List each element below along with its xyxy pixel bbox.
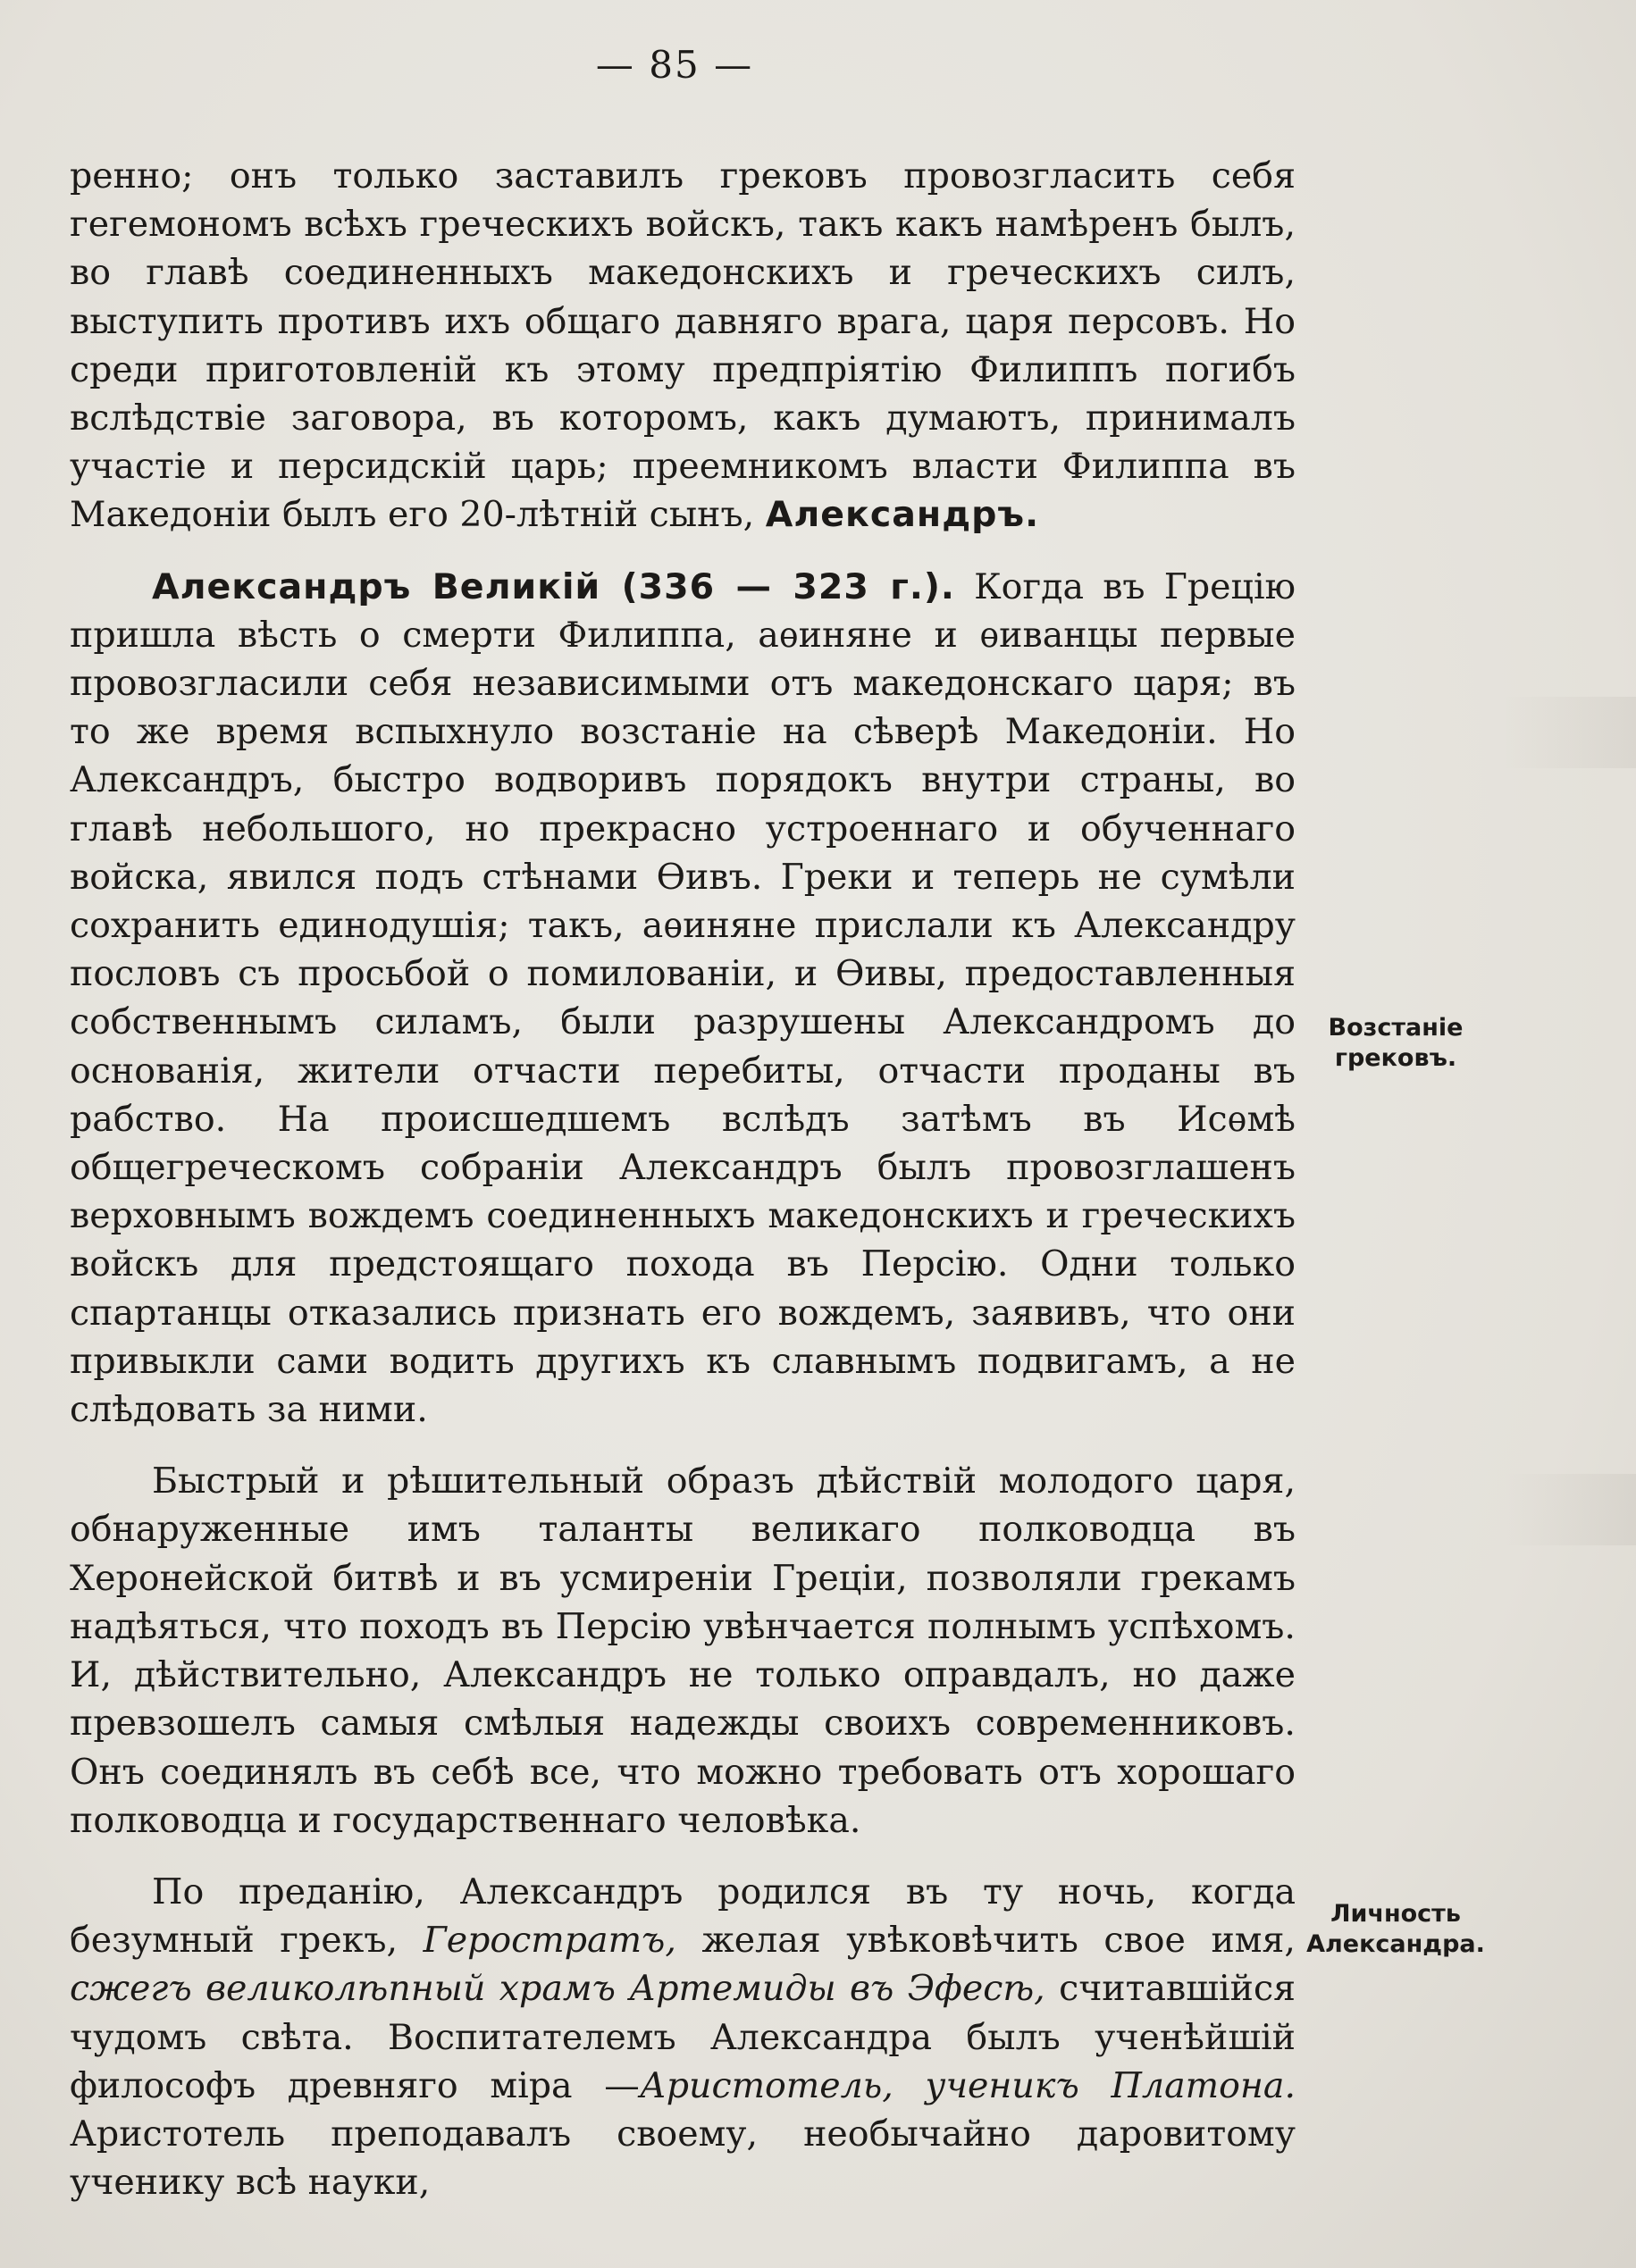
paragraph-alexander-great — [70, 563, 1296, 1435]
paragraph-text: ренно; онъ только заставилъ грековъ провозгласить себя гегемономъ всѣхъ греческихъ войскъ, такъ какъ намѣренъ былъ, во главѣ соединенныхъ македонскихъ и греческихъ силъ, выступить противъ ихъ общаго давняго врага, царя персовъ. Но среди приготовленій къ этому предпріятію Филиппъ погибъ вслѣдствіе заговора, въ которомъ, какъ думаютъ, принималъ участіе и персидскій царь; преемникомъ власти Филиппа въ Македоніи былъ его 20-лѣтній сынъ, — [70, 155, 1296, 536]
paragraph-text: Быстрый и рѣшительный образъ дѣйствій молодого царя, обнаруженные имъ таланты великаго полководца въ Херонейской битвѣ и въ усмиреніи Греціи, позволяли грекамъ надѣяться, что походъ въ Персію увѣнчается полнымъ успѣхомъ. И, дѣйствительно, Александръ не только оправдалъ, но даже превзошелъ самыя смѣлыя надежды своихъ современниковъ. Онъ соединялъ въ себѣ все, что можно требовать отъ хорошаго полководца и государственнаго человѣка. — [70, 1460, 1296, 1841]
italic-temple: сжегъ великолѣпный храмъ Артемиды въ Эфесѣ, — [70, 1968, 1045, 2010]
paragraph-philip-death — [70, 152, 1296, 540]
page-number: — 85 — — [595, 43, 754, 87]
paragraph-text: Аристотель преподавалъ своему, необычайно даровитому ученику всѣ науки, — [70, 2113, 1296, 2204]
italic-herostratus: Геростратъ, — [423, 1920, 676, 1962]
paragraph-text: желая увѣковѣчить свое имя, — [675, 1920, 1296, 1962]
margin-note-revolt: Возстаніе грековъ. — [1328, 1014, 1464, 1072]
paragraph-birth — [70, 1868, 1296, 2206]
main-text — [70, 152, 1296, 2206]
paragraph-text: Когда въ Грецію пришла вѣсть о смерти Филиппа, аѳиняне и ѳиванцы первые провозгласили себя независимыми отъ македонскаго царя; въ то же время вспыхнуло возстаніе на сѣверѣ Македоніи. Но Александръ, быстро водворивъ порядокъ внутри страны, во главѣ небольшого, но прекрасно устроеннаго и обученнаго войска, явился подъ стѣнами Ѳивъ. Греки и теперь не сумѣли сохранить единодушія; такъ, аѳиняне прислали къ Александру пословъ съ просьбой о помилованіи, и Ѳивы, предоставленныя собственнымъ силамъ, были разрушены Александромъ до основанія, жители отчасти перебиты, отчасти проданы въ рабство. На происшедшемъ вслѣдъ затѣмъ въ Исѳмѣ общегреческомъ собраніи Александръ былъ провозглашенъ верховнымъ вождемъ соединенныхъ македонскихъ и греческихъ войскъ для предстоящаго похода въ Персію. Одни только спартанцы отказались признать его вождемъ, заявивъ, что они привыкли сами водить другихъ къ славнымъ подвигамъ, а не слѣдовать за ними. — [70, 565, 1296, 1431]
section-heading: Александръ Великій (336 — 323 г.). — [152, 565, 955, 607]
paragraph-talents — [70, 1457, 1296, 1845]
paragraph-text: По преданію, Александръ родился въ ту ночь, когда безумный грекъ, — [70, 1870, 1296, 1962]
paragraph-text: считавшійся чудомъ свѣта. Воспитателемъ Александра былъ ученѣйшій философъ древняго міра — — [70, 1968, 1296, 2106]
bleed-through-shade — [1502, 697, 1636, 768]
bleed-through-shade — [1502, 1474, 1636, 1545]
italic-aristotle: Аристотель, ученикъ Платона. — [639, 2064, 1296, 2106]
margin-note-personality: Личность Александра. — [1306, 1900, 1485, 1958]
bold-name-alexander: Александръ. — [765, 494, 1040, 536]
